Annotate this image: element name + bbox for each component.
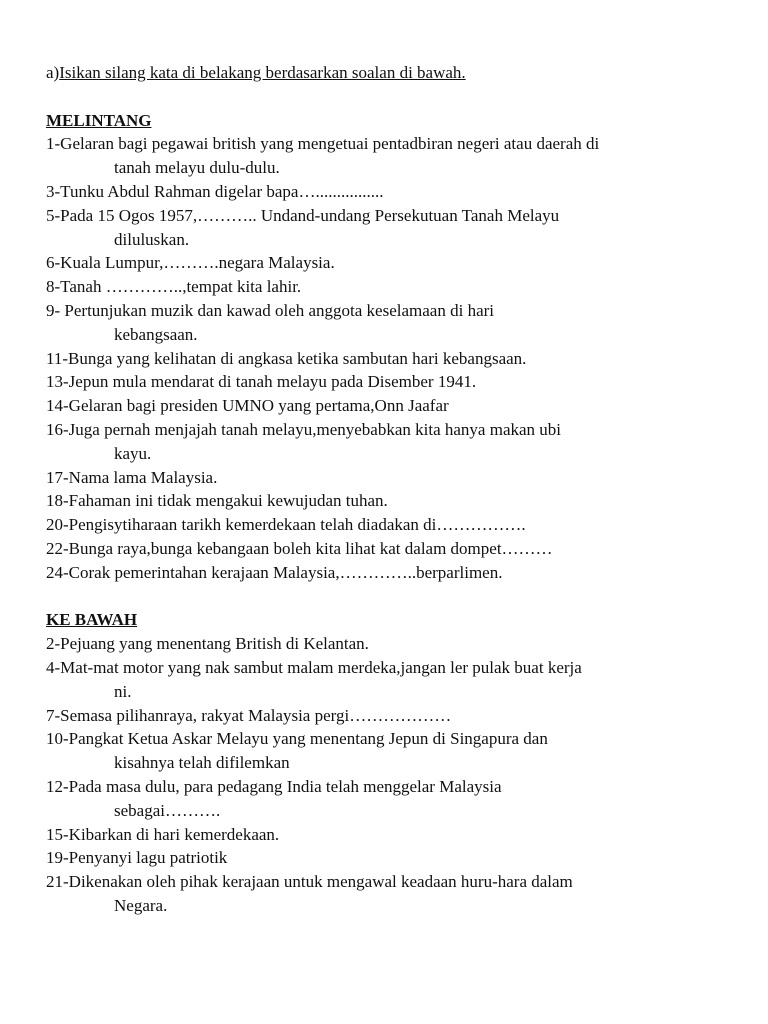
clue-text: 2-Pejuang yang menentang British di Kelantan. [46, 634, 369, 654]
across-clue-list [46, 132, 736, 584]
clue-text: 5-Pada 15 Ogos 1957,……….. Undand-undang Persekutuan Tanah Melayu [46, 205, 560, 225]
clue-continuation: kebangsaan. [114, 324, 198, 344]
clue-text: 21-Dikenakan oleh pihak kerajaan untuk mengawal keadaan huru-hara dalam [46, 872, 573, 892]
clue-item [46, 132, 736, 180]
instruction-prefix: a) [46, 63, 60, 82]
clue-item [46, 537, 736, 561]
clue-text: 1-Gelaran bagi pegawai british yang mengetuai pentadbiran negeri atau daerah di [46, 134, 600, 154]
clue-text: 15-Kibarkan di hari kemerdekaan. [46, 824, 280, 844]
down-clue-list [46, 632, 736, 918]
clue-text: 19-Penyanyi lagu patriotik [46, 848, 228, 868]
clue-continuation: Negara. [114, 895, 168, 915]
clue-continuation: kisahnya telah difilemkan [114, 753, 290, 773]
spacer [46, 585, 736, 609]
clue-text: 22-Bunga raya,bunga kebangaan boleh kita lihat kat dalam dompet……… [46, 538, 553, 558]
clue-text: 11-Bunga yang kelihatan di angkasa ketika sambutan hari kebangsaan. [46, 348, 527, 368]
clue-item [46, 394, 736, 418]
clue-text: 9- Pertunjukan muzik dan kawad oleh anggota keselamaan di hari [46, 300, 494, 320]
clue-text: 17-Nama lama Malaysia. [46, 467, 218, 487]
clue-text: 4-Mat-mat motor yang nak sambut malam merdeka,jangan ler pulak buat kerja [46, 657, 582, 677]
clue-text: 16-Juga pernah menjajah tanah melayu,menyebabkan kita hanya makan ubi [46, 419, 562, 439]
clue-item [46, 561, 736, 585]
clue-item [46, 180, 736, 204]
clue-item [46, 466, 736, 490]
clue-item [46, 846, 736, 870]
clue-continuation: tanah melayu dulu-dulu. [114, 158, 280, 178]
clue-item [46, 704, 736, 728]
clue-text: 10-Pangkat Ketua Askar Melayu yang menentang Jepun di Singapura dan [46, 729, 548, 749]
instruction-text: Isikan silang kata di belakang berdasarkan soalan di bawah. [59, 63, 466, 82]
across-heading: MELINTANG [46, 110, 152, 130]
clue-item [46, 275, 736, 299]
clue-item [46, 823, 736, 847]
clue-item [46, 251, 736, 275]
clue-text: 12-Pada masa dulu, para pedagang India telah menggelar Malaysia [46, 776, 502, 796]
clue-item [46, 418, 736, 466]
clue-text: 6-Kuala Lumpur,……….negara Malaysia. [46, 253, 335, 273]
clue-item [46, 204, 736, 252]
clue-item [46, 513, 736, 537]
clue-text: 14-Gelaran bagi presiden UMNO yang pertama,Onn Jaafar [46, 396, 449, 416]
clue-text: 20-Pengisytiharaan tarikh kemerdekaan telah diadakan di……………. [46, 515, 526, 535]
clue-continuation: sebagai………. [114, 800, 221, 820]
clue-item [46, 632, 736, 656]
clue-continuation: kayu. [114, 443, 152, 463]
worksheet-document [46, 61, 736, 918]
clue-item [46, 775, 736, 823]
clue-item [46, 299, 736, 347]
spacer [46, 85, 736, 109]
clue-text: 3-Tunku Abdul Rahman digelar bapa…................ [46, 181, 384, 201]
clue-item [46, 656, 736, 704]
clue-item [46, 347, 736, 371]
clue-text: 8-Tanah …………..,tempat kita lahir. [46, 277, 302, 297]
clue-item [46, 489, 736, 513]
clue-item [46, 727, 736, 775]
clue-text: 18-Fahaman ini tidak mengakui kewujudan tuhan. [46, 491, 388, 511]
clue-item [46, 870, 736, 918]
clue-text: 7-Semasa pilihanraya, rakyat Malaysia pergi……………… [46, 705, 452, 725]
clue-text: 24-Corak pemerintahan kerajaan Malaysia,…………..berparlimen. [46, 562, 503, 582]
down-heading: KE BAWAH [46, 610, 138, 630]
clue-continuation: diluluskan. [114, 229, 190, 249]
clue-continuation: ni. [114, 681, 132, 701]
clue-item [46, 370, 736, 394]
instruction-line [46, 61, 736, 85]
clue-text: 13-Jepun mula mendarat di tanah melayu pada Disember 1941. [46, 372, 477, 392]
